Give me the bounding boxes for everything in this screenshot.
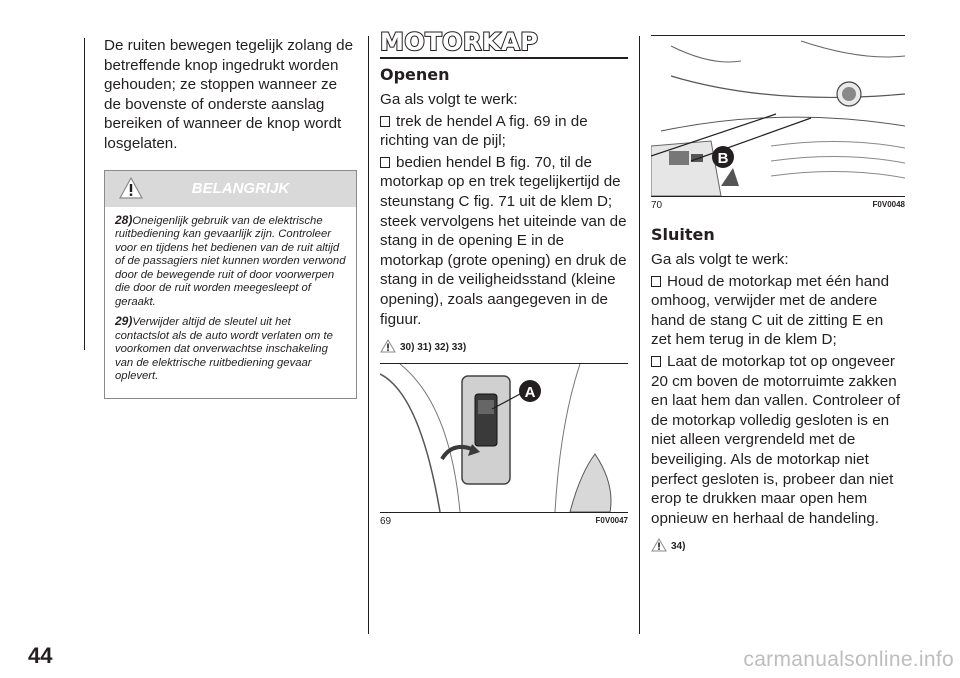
- note-number: 28): [115, 212, 133, 227]
- subheading-close: Sluiten: [651, 225, 715, 244]
- figure-code: F0V0048: [872, 200, 905, 209]
- column-1: [104, 36, 357, 399]
- lever-a-illustration: [380, 364, 628, 512]
- watermark: carmanualsonline.info: [743, 648, 954, 671]
- intro-paragraph: De ruiten bewegen tegelijk zolang de betreffende knop ingedrukt worden gehouden; ze stoppen wanneer ze de bovenste of onderste aanslag bereiken of wanneer de knop wordt losgelaten.: [104, 37, 354, 152]
- side-rule: [84, 38, 85, 350]
- ref-numbers: 30) 31) 32) 33): [400, 342, 467, 354]
- ref-numbers: 34): [671, 541, 686, 553]
- warning-note: [105, 309, 356, 398]
- bullet-item: [651, 272, 905, 350]
- bullet-box-icon: [651, 276, 661, 287]
- column-divider-2: [639, 36, 640, 634]
- lead-text: Ga als volgt te werk:: [651, 251, 789, 268]
- warning-box: [104, 170, 357, 399]
- figure-code: F0V0047: [595, 516, 628, 526]
- warning-note: [105, 207, 356, 310]
- figure-69-caption: [380, 516, 628, 527]
- section-rule: [380, 57, 628, 59]
- lead-text: Ga als volgt te werk:: [380, 91, 518, 108]
- column-3: [651, 30, 905, 552]
- bullet-item: [380, 153, 628, 329]
- hood-lever-b-illustration: [651, 36, 905, 196]
- figure-69: [380, 363, 628, 513]
- bullet-item: [651, 352, 905, 528]
- warning-refs: [651, 538, 905, 552]
- column-divider-1: [368, 36, 369, 634]
- figure-70-caption: [651, 200, 905, 211]
- note-text: Verwijder altijd de sleutel uit het contactslot als de auto wordt verlaten om te voorkomen dat onverwachtse inschakeling van de elektrische ruitbediening gevaar oplevert.: [115, 316, 333, 383]
- section-heading: MOTORKAP: [380, 28, 539, 56]
- bullet-item: [380, 112, 628, 151]
- warning-title: BELANGRIJK: [191, 179, 290, 197]
- figure-label-a: A: [524, 384, 536, 402]
- note-number: 29): [115, 314, 133, 329]
- note-text: Oneigenlijk gebruik van de elektrische ruitbediening kan gevaarlijk zijn. Controleer voor en tijdens het bedienen van de ruit altijd of de passagiers niet kunnen worden verwond door de bewegende ruit of door voorwerpen die door de ruit worden meegesleept of geraakt.: [115, 214, 346, 308]
- bullet-text: Laat de motorkap tot op ongeveer 20 cm boven de motorruimte zakken en laat hem dan vallen. Controleer of de motorkap volledig gesloten is en niet alleen vergrendeld met de beveiliging. Als de motorkap niet perfect gesloten is, probeer dan niet erop te drukken maar open hem opnieuw en herhaal de handeling.: [651, 352, 901, 527]
- warning-triangle-icon: [380, 339, 396, 353]
- figure-number: 70: [651, 200, 663, 211]
- bullet-box-icon: [651, 356, 661, 367]
- figure-label-b: B: [717, 150, 729, 167]
- bullet-box-icon: [380, 116, 390, 127]
- bullet-box-icon: [380, 157, 390, 168]
- page-number: 44: [28, 643, 53, 668]
- bullet-text: Houd de motorkap met één hand omhoog, verwijder met de andere hand de stang C uit de zitting E en zet hem terug in de klem D;: [651, 272, 890, 349]
- column-2: [380, 30, 628, 527]
- figure-70: [651, 35, 905, 197]
- figure-number: 69: [380, 516, 392, 528]
- bullet-text: bedien hendel B fig. 70, til de motorkap op en trek tegelijkertijd de steunstang C fig. 71 uit de klem D; steek vervolgens het uiteinde van de stang in de opening E in de motorkap (grote opening) en druk de stang in de veiligheidsstand (kleine opening), zoals aangegeven in de figuur.: [380, 153, 627, 328]
- warning-header: [105, 171, 356, 207]
- subheading-open: Openen: [380, 65, 450, 84]
- bullet-text: trek de hendel A fig. 69 in de richting van de pijl;: [380, 112, 588, 150]
- warning-refs: [380, 339, 628, 353]
- warning-triangle-icon: [651, 538, 667, 552]
